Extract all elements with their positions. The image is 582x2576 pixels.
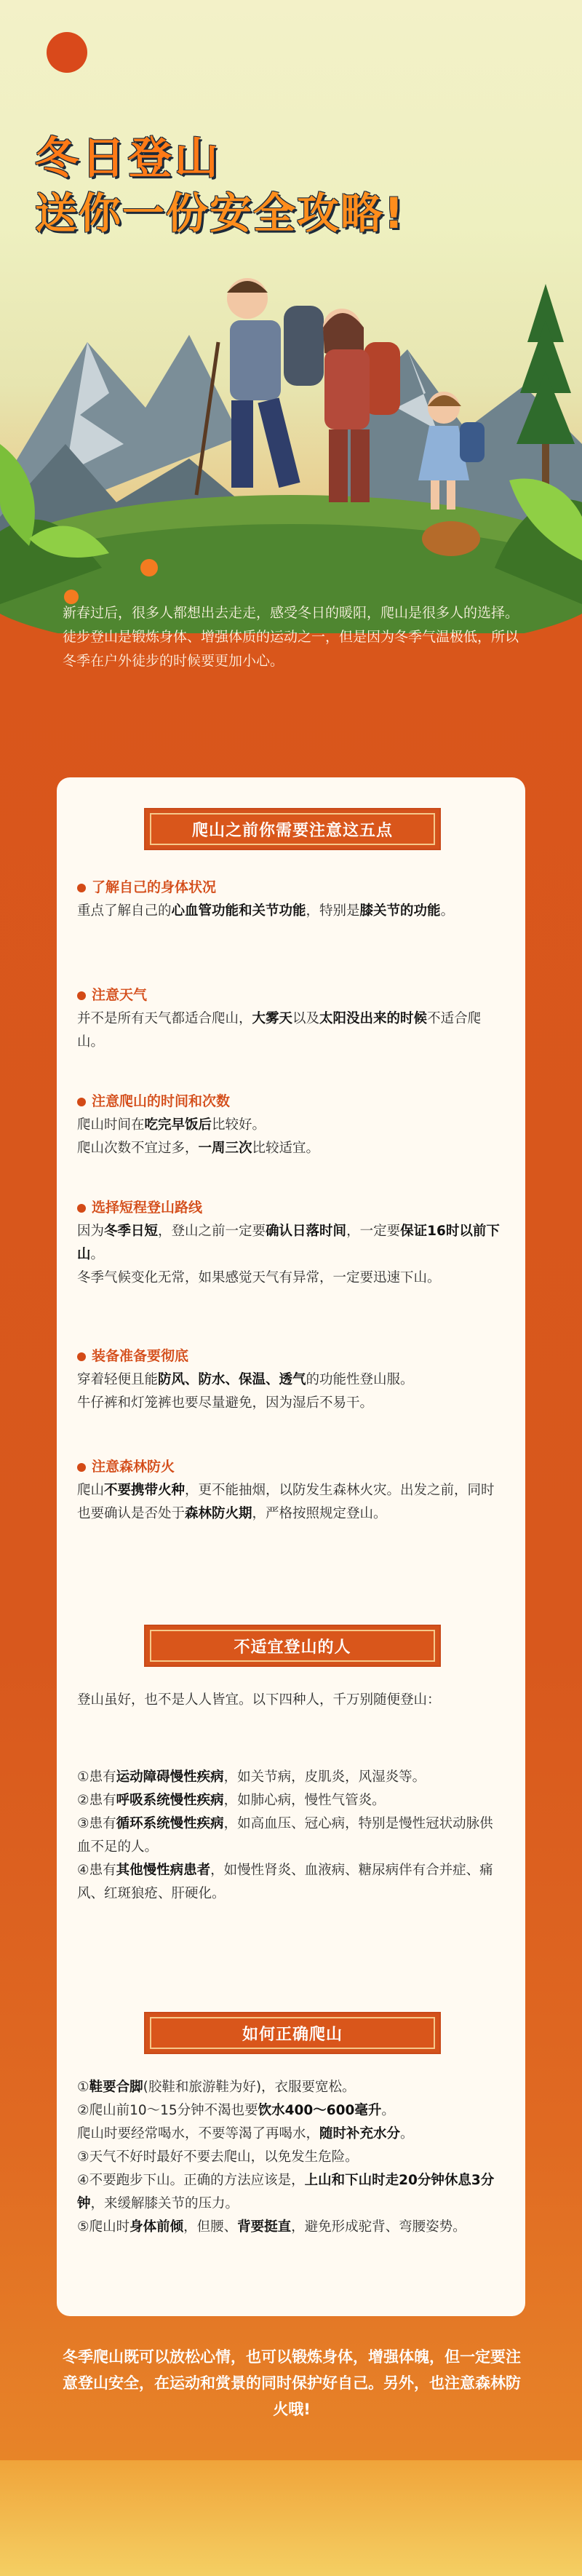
item-heading-weather: 注意天气 [77, 984, 147, 1004]
item-heading-gear: 装备准备要彻底 [77, 1345, 188, 1365]
section-title-label: 爬山之前你需要注意这五点 [150, 813, 435, 845]
unsuitable-intro: 登山虽好，也不是人人皆宜。以下四种人，千万别随便登山： [77, 1692, 441, 1708]
how-to-list [77, 2076, 506, 2239]
list-item: ④患有其他慢性病患者，如慢性肾炎、血液病、糖尿病伴有合并症、痛风、红斑狼疮、肝硬化。 [77, 1863, 493, 1901]
item-text-timing: 爬山时间在吃完早饭后比较好。 爬山次数不宜过多，一周三次比较适宜。 [77, 1117, 320, 1156]
list-item: ④不要跑步下山。正确的方法应该是，上山和下山时走20分钟休息3分钟，来缓解膝关节的压力。 [77, 2173, 495, 2211]
sun-icon [47, 32, 87, 73]
item-heading-route: 选择短程登山路线 [77, 1197, 202, 1216]
section-title-label: 不适宜登山的人 [150, 1630, 435, 1662]
item-heading-timing: 注意爬山的时间和次数 [77, 1090, 230, 1110]
list-item: 爬山时要经常喝水，不要等渴了再喝水，随时补充水分。 [77, 2126, 414, 2141]
item-text-health: 重点了解自己的心血管功能和关节功能，特别是膝关节的功能。 [77, 903, 455, 919]
list-item: ②患有呼吸系统慢性疾病，如肺心病，慢性气管炎。 [77, 1793, 386, 1808]
section-title-how-to [144, 2012, 441, 2054]
item-text-gear: 穿着轻便且能防风、防水、保温、透气的功能性登山服。 牛仔裤和灯笼裤也要尽量避免，因为湿后不易干。 [77, 1372, 414, 1411]
list-item: ②爬山前10～15分钟不渴也要饮水400～600毫升。 [77, 2103, 395, 2118]
item-text-route: 因为冬季日短，登山之前一定要确认日落时间，一定要保证16时以前下山。 冬季气候变化无常，如果感觉天气有异常，一定要迅速下山。 [77, 1224, 500, 1285]
hikers-illustration [0, 226, 582, 633]
item-text-fire: 爬山不要携带火种，更不能抽烟，以防发生森林火灾。出发之前，同时也要确认是否处于森林防火期，严格按照规定登山。 [77, 1483, 495, 1521]
page-title-line1: 冬日登山 [35, 133, 221, 184]
item-text-weather: 并不是所有天气都适合爬山，大雾天以及太阳没出来的时候不适合爬山。 [77, 1011, 482, 1050]
section-title-precautions [144, 808, 441, 850]
page-title-line2: 送你一份安全攻略! [35, 189, 405, 238]
item-heading-fire: 注意森林防火 [77, 1456, 175, 1475]
list-item: ①鞋要合脚(胶鞋和旅游鞋为好)，衣服要宽松。 [77, 2080, 356, 2095]
section-title-unsuitable [144, 1625, 441, 1667]
unsuitable-list [77, 1766, 506, 1906]
intro-paragraph: 新春过后，很多人都想出去走走，感受冬日的暖阳，爬山是很多人的选择。徒步登山是锻炼身体、增强体质的运动之一，但是因为冬季气温极低，所以冬季在户外徒步的时候要更加小心。 [63, 605, 519, 669]
closing-paragraph: 冬季爬山既可以放松心情，也可以锻炼身体，增强体魄，但一定要注意登山安全，在运动和赏景的同时保护好自己。另外，也注意森林防火哦! [63, 2348, 521, 2418]
list-item: ①患有运动障碍慢性疾病，如关节病，皮肌炎，风湿炎等。 [77, 1769, 426, 1785]
list-item: ③天气不好时最好不要去爬山，以免发生危险。 [77, 2149, 359, 2165]
item-heading-health: 了解自己的身体状况 [77, 876, 216, 896]
list-item: ⑤爬山时身体前倾，但腰、背要挺直，避免形成驼背、弯腰姿势。 [77, 2219, 466, 2235]
section-title-label: 如何正确爬山 [150, 2017, 435, 2049]
list-item: ③患有循环系统慢性疾病，如高血压、冠心病，特别是慢性冠状动脉供血不足的人。 [77, 1816, 493, 1855]
footer-background [0, 2460, 582, 2576]
